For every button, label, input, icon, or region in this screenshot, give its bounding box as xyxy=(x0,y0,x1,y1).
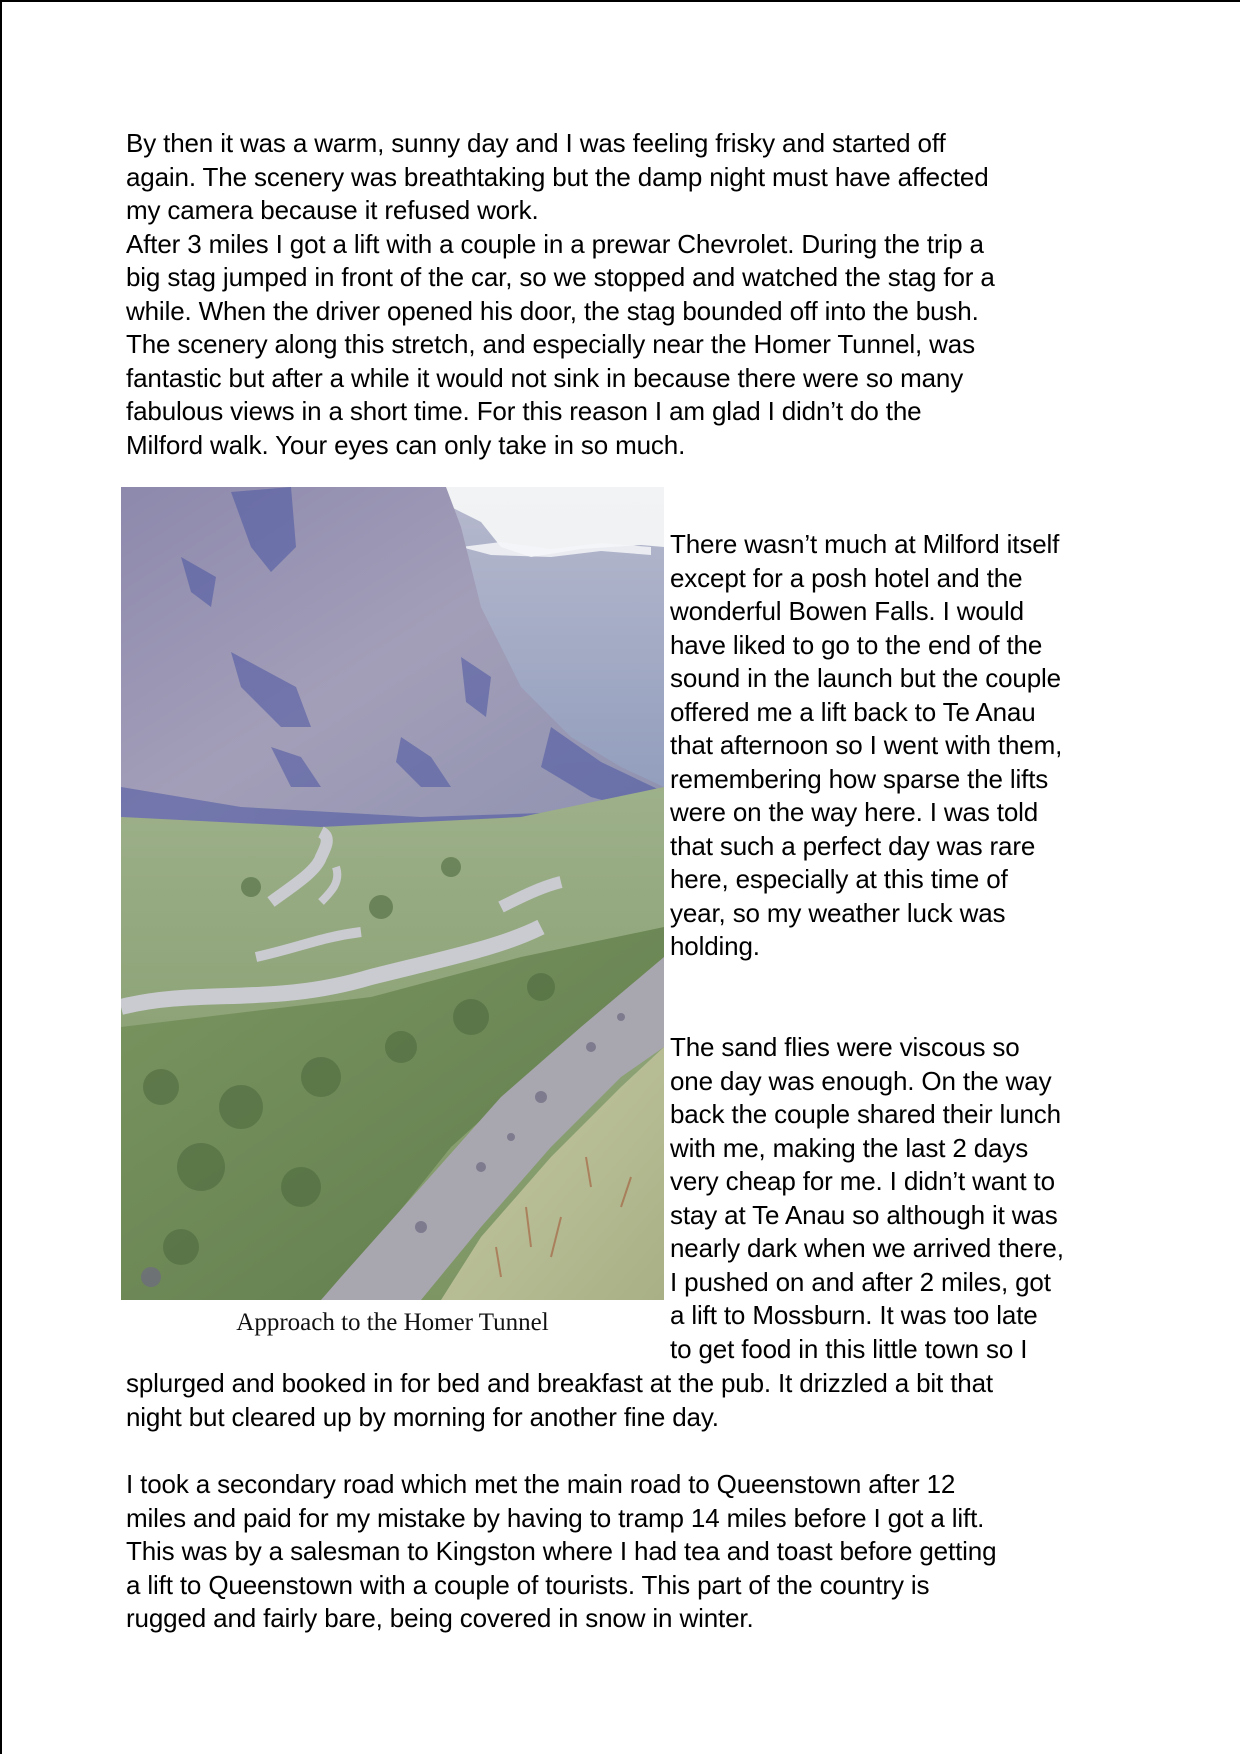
text-line: offered me a lift back to Te Anau xyxy=(670,696,1036,727)
text-line: stay at Te Anau so although it was xyxy=(670,1199,1058,1230)
text-line: that afternoon so I went with them, xyxy=(670,730,1063,760)
text-line: splurged and booked in for bed and breakfast at the pub. It drizzled a bit that xyxy=(126,1368,993,1398)
text-line: year, so my weather luck was xyxy=(670,897,1006,928)
text-line: night but cleared up by morning for another fine day. xyxy=(126,1401,719,1432)
text-line: have liked to go to the end of the xyxy=(670,629,1043,660)
text-line: to get food in this little town so I xyxy=(670,1333,1028,1364)
text-line: back the couple shared their lunch xyxy=(670,1099,1061,1129)
text-line: After 3 miles I got a lift with a couple in a prewar Chevrolet. During the trip a xyxy=(126,228,984,259)
text-line: were on the way here. I was told xyxy=(670,797,1039,827)
text-line: sound in the launch but the couple xyxy=(670,663,1061,693)
text-line: here, especially at this time of xyxy=(670,864,1008,894)
text-line: one day was enough. On the way xyxy=(670,1065,1052,1096)
text-line: I took a secondary road which met the main road to Queenstown after 12 xyxy=(126,1469,956,1499)
text-line: fantastic but after a while it would not sink in because there were so many xyxy=(126,362,964,393)
text-line: a lift to Mossburn. It was too late xyxy=(670,1300,1038,1330)
text-line: except for a posh hotel and the xyxy=(670,562,1023,593)
text-line: big stag jumped in front of the car, so we stopped and watched the stag for a xyxy=(126,262,995,292)
text-line: I pushed on and after 2 miles, got xyxy=(670,1266,1051,1297)
text-line: nearly dark when we arrived there, xyxy=(670,1233,1064,1263)
text-line: This was by a salesman to Kingston where I had tea and toast before getting xyxy=(126,1536,997,1566)
text-line: with me, making the last 2 days xyxy=(670,1132,1029,1163)
text-line: Milford walk. Your eyes can only take in so much. xyxy=(126,429,686,460)
text-line: By then it was a warm, sunny day and I was feeling frisky and started off xyxy=(126,128,946,158)
text-line: wonderful Bowen Falls. I would xyxy=(670,596,1024,626)
text-line: rugged and fairly bare, being covered in snow in winter. xyxy=(126,1603,754,1633)
text-line: The scenery along this stretch, and especially near the Homer Tunnel, was xyxy=(126,329,975,359)
text-line: miles and paid for my mistake by having to tramp 14 miles before I got a lift. xyxy=(126,1502,985,1533)
text-line: while. When the driver opened his door, the stag bounded off into the bush. xyxy=(126,295,979,326)
text-line: again. The scenery was breathtaking but the damp night must have affected xyxy=(126,161,989,192)
text-line: my camera because it refused work. xyxy=(126,195,539,225)
text-line: The sand flies were viscous so xyxy=(670,1032,1020,1062)
text-line: There wasn’t much at Milford itself xyxy=(670,529,1060,559)
text-line: a lift to Queenstown with a couple of tourists. This part of the country is xyxy=(126,1569,930,1600)
text-line: fabulous views in a short time. For this reason I am glad I didn’t do the xyxy=(126,396,922,426)
photo-caption: Approach to the Homer Tunnel xyxy=(236,1309,549,1336)
photo-homer-tunnel-approach xyxy=(121,487,664,1300)
text-line: very cheap for me. I didn’t want to xyxy=(670,1166,1055,1196)
text-line: holding. xyxy=(670,931,760,961)
text-line: remembering how sparse the lifts xyxy=(670,763,1049,794)
text-line: that such a perfect day was rare xyxy=(670,830,1036,861)
landscape-photo xyxy=(121,487,664,1300)
